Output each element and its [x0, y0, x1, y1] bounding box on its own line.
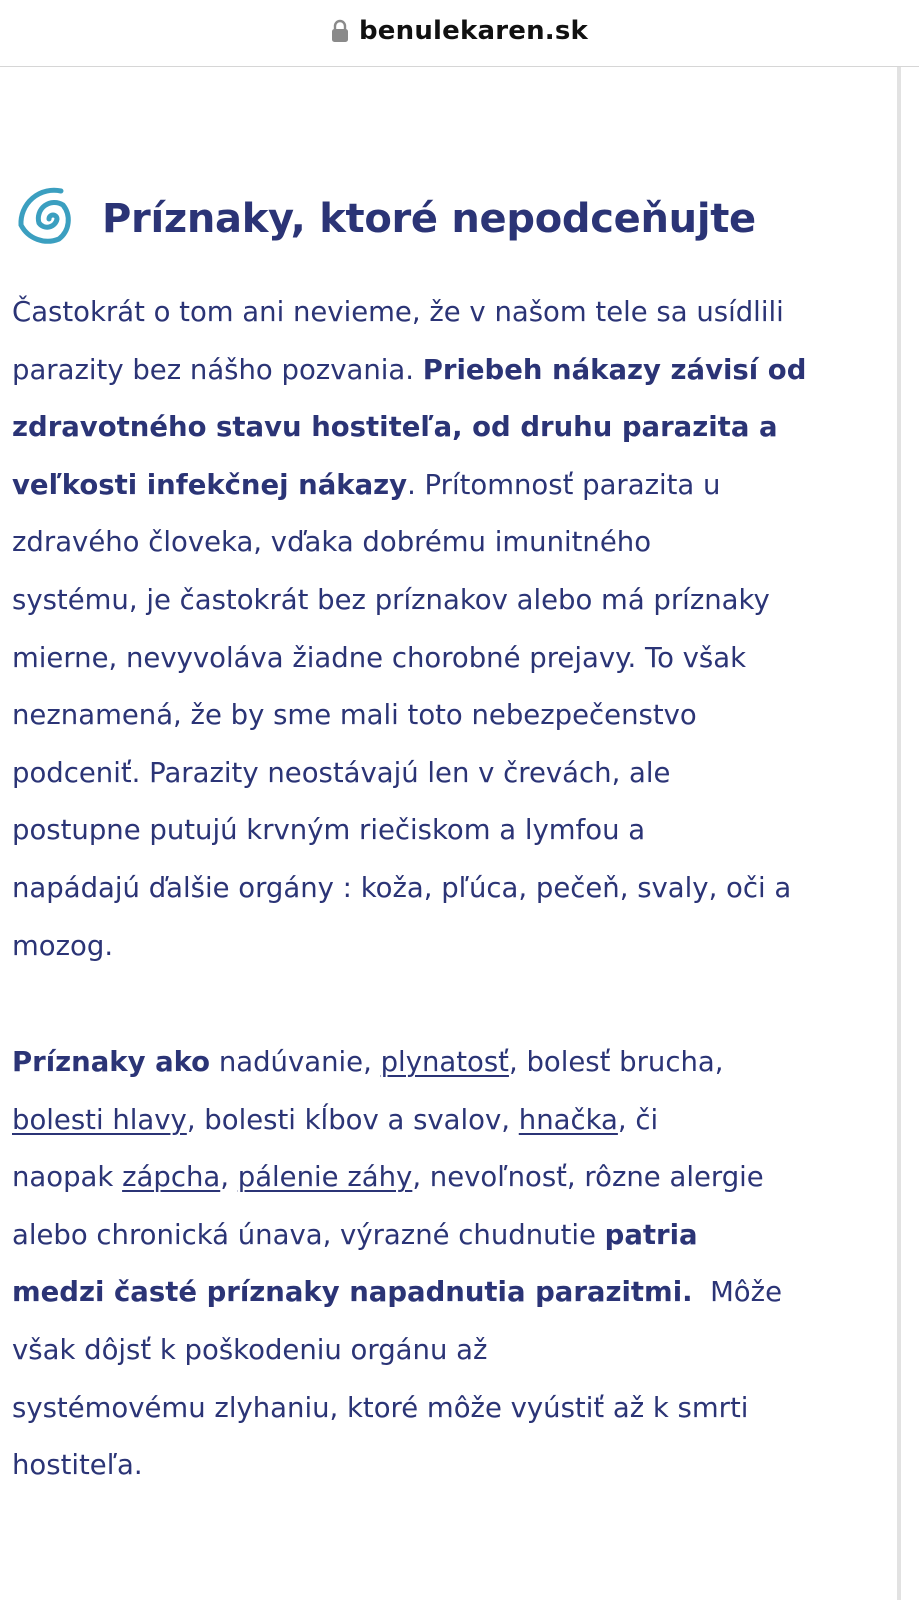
text-line: [12, 284, 882, 342]
text-line: [12, 1207, 882, 1265]
text-line: [12, 514, 882, 572]
text-line: [12, 918, 882, 976]
text-line: [12, 1380, 882, 1438]
bold-text: medzi časté príznaky napadnutia parazitmi.: [12, 1276, 693, 1309]
text-span: mierne, nevyvoláva žiadne chorobné prejavy. To však: [12, 641, 747, 674]
text-span: systému, je častokrát bez príznakov alebo má príznaky: [12, 583, 770, 616]
text-line: [12, 572, 882, 630]
scrollbar[interactable]: [897, 67, 901, 1600]
text-span: alebo chronická únava, výrazné chudnutie: [12, 1218, 605, 1251]
text-line: [12, 342, 882, 400]
text-span: naopak: [12, 1161, 123, 1194]
bold-text: Príznaky ako: [12, 1046, 211, 1078]
link-zapcha[interactable]: zápcha: [122, 1161, 221, 1194]
url-display[interactable]: [331, 16, 588, 46]
text-span: parazity bez nášho pozvania.: [12, 353, 423, 386]
paragraph-symptoms: [12, 1034, 882, 1495]
link-plynatost[interactable]: plynatosť: [380, 1046, 509, 1078]
text-span: , nevoľnosť, rôzne alergie: [412, 1161, 764, 1194]
link-palenie-zahy[interactable]: pálenie záhy: [237, 1161, 413, 1194]
text-span: nadúvanie,: [210, 1046, 381, 1078]
text-span: však dôjsť k poškodeniu orgánu až: [12, 1333, 488, 1366]
browser-url-bar[interactable]: [0, 0, 919, 67]
spiral-icon: [12, 185, 86, 253]
text-line: [12, 745, 882, 803]
text-span: . Prítomnosť parazita u: [407, 468, 721, 501]
text-span: postupne putujú krvným riečiskom a lymfou a: [12, 814, 646, 847]
text-span: , bolesti kĺbov a svalov,: [186, 1103, 519, 1136]
text-span: , bolesť brucha,: [508, 1046, 724, 1078]
text-span: napádajú ďalšie orgány : koža, pľúca, pečeň, svaly, oči a: [12, 871, 792, 904]
section-heading: [12, 185, 756, 253]
text-span: hostiteľa.: [12, 1449, 143, 1482]
text-span: Častokrát o tom ani nevieme, že v našom tele sa usídlili: [12, 296, 784, 328]
bold-text: zdravotného stavu hostiteľa, od druhu parazita a: [12, 411, 778, 444]
text-line: [12, 860, 882, 918]
text-span: zdravého človeka, vďaka dobrému imunitného: [12, 526, 652, 559]
text-line: [12, 399, 882, 457]
link-hnacka[interactable]: hnačka: [518, 1103, 618, 1136]
text-span: ,: [220, 1161, 238, 1194]
bold-text: patria: [604, 1218, 698, 1251]
link-bolesti-hlavy[interactable]: bolesti hlavy: [12, 1103, 187, 1136]
text-line: [12, 630, 882, 688]
text-line: [12, 687, 882, 745]
text-line: [12, 1264, 882, 1322]
text-span: , či: [617, 1103, 659, 1136]
text-line: [12, 1149, 882, 1207]
text-span: podceniť. Parazity neostávajú len v črevách, ale: [12, 756, 671, 789]
text-span: Môže: [692, 1276, 782, 1309]
text-line: [12, 457, 882, 515]
lock-icon: [331, 19, 349, 43]
text-line: [12, 1034, 882, 1092]
text-span: systémovému zlyhaniu, ktoré môže vyústiť až k smrti: [12, 1391, 749, 1424]
page-title: Príznaky, ktoré nepodceňujte: [102, 196, 756, 242]
text-line: [12, 802, 882, 860]
text-line: [12, 1322, 882, 1380]
text-span: neznamená, že by sme mali toto nebezpečenstvo: [12, 699, 697, 732]
text-line: [12, 1437, 882, 1495]
paragraph-intro: [12, 284, 882, 975]
bold-text: Priebeh nákazy závisí od: [422, 353, 807, 386]
text-line: [12, 1092, 882, 1150]
bold-text: veľkosti infekčnej nákazy: [12, 468, 408, 501]
text-span: mozog.: [12, 929, 114, 962]
url-text: benulekaren.sk: [358, 16, 589, 46]
